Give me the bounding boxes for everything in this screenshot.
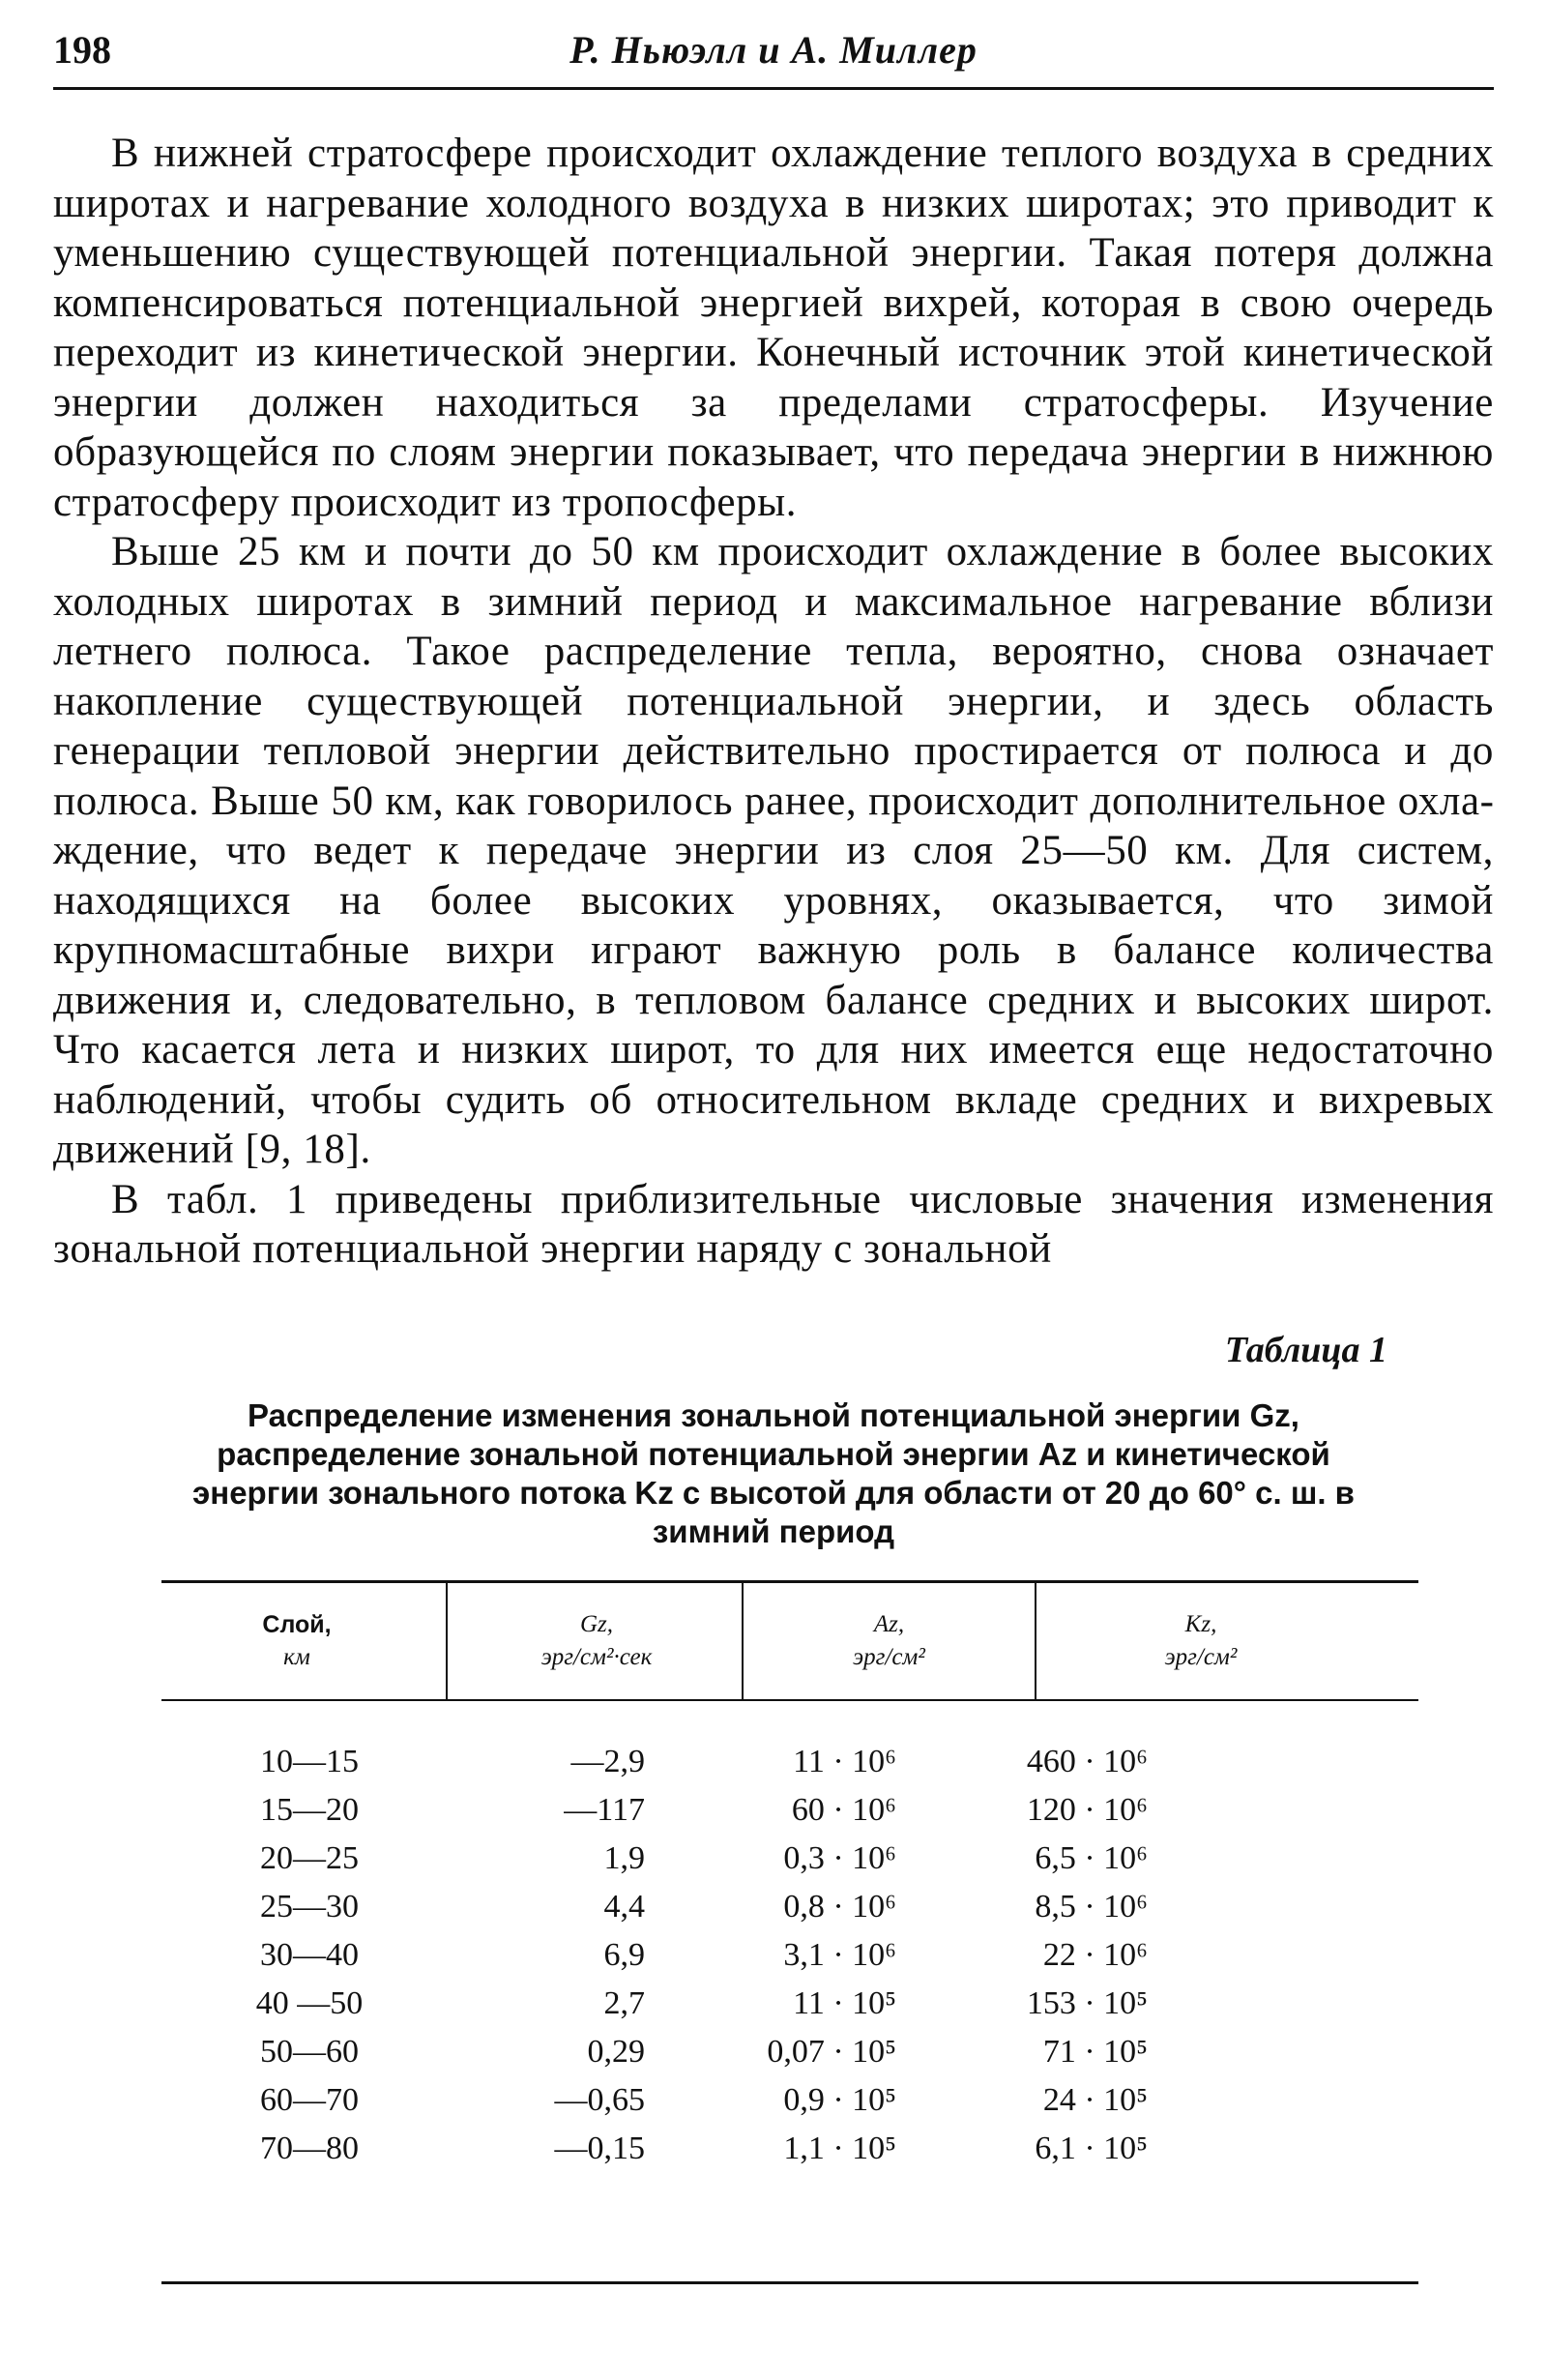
- cell-kz: 8,5 · 10⁶: [1035, 1888, 1148, 1925]
- page-header: [53, 27, 1494, 90]
- cell-layer: 60—70: [260, 2081, 359, 2118]
- cell-layer: 20—25: [260, 1839, 359, 1876]
- table-body: [161, 1738, 1418, 2173]
- table-row: [161, 2076, 1418, 2125]
- cell-kz: 120 · 10⁶: [1026, 1791, 1148, 1828]
- data-table: [161, 1580, 1418, 2284]
- column-header-kz: Kz, эрг/см²: [1164, 1610, 1238, 1670]
- cell-gz: 1,9: [603, 1839, 645, 1876]
- cell-az: 0,8 · 10⁶: [783, 1888, 896, 1925]
- book-page: [53, 27, 1494, 2284]
- cell-gz: 4,4: [603, 1888, 645, 1925]
- column-header-layer: Слой, км: [262, 1610, 332, 1670]
- body-text: [53, 129, 1494, 1275]
- table-row: [161, 1835, 1418, 1883]
- cell-gz: —117: [564, 1791, 645, 1828]
- table-row: [161, 1980, 1418, 2028]
- table-row: [161, 1786, 1418, 1835]
- column-divider: [446, 1583, 448, 1699]
- cell-az: 11 · 10⁵: [793, 1984, 896, 2021]
- cell-az: 3,1 · 10⁶: [783, 1936, 896, 1973]
- cell-kz: 24 · 10⁵: [1042, 2081, 1148, 2118]
- column-divider: [742, 1583, 744, 1699]
- cell-gz: 2,7: [603, 1984, 645, 2021]
- cell-az: 0,07 · 10⁵: [767, 2033, 896, 2070]
- table-row: [161, 2125, 1418, 2173]
- cell-gz: 0,29: [587, 2033, 645, 2070]
- cell-kz: 460 · 10⁶: [1026, 1743, 1148, 1779]
- cell-layer: 70—80: [260, 2130, 359, 2166]
- table-row: [161, 2028, 1418, 2076]
- column-divider: [1035, 1583, 1036, 1699]
- paragraph-3: В табл. 1 приведены приблизительные числовые значения изменения зональной потенциальной энергии наряду с зональной: [53, 1176, 1494, 1272]
- cell-az: 11 · 10⁶: [793, 1743, 896, 1779]
- cell-layer: 10—15: [260, 1743, 359, 1779]
- cell-kz: 153 · 10⁵: [1026, 1984, 1148, 2021]
- table-caption: Распределение изменения зональной потенциальной энергии Gz, распределение зональной потенциальной энергии Az и кинетической энергии зонального потока Kz с высотой для области от 20 до 60° с. ш. в зимний период: [192, 1396, 1355, 1549]
- column-header-az: Az, эрг/см²: [853, 1610, 925, 1670]
- table-row: [161, 1738, 1418, 1786]
- table-label: Таблица 1: [1224, 1329, 1387, 1370]
- cell-az: 60 · 10⁶: [791, 1791, 896, 1828]
- paragraph-2: Выше 25 км и почти до 50 км происходит охлаждение в более высоких холодных широтах в зимний период и максимальное нагревание вблизи летнего полюса. Такое распределение тепла, вероятно, снова означает накопление существующей потенциальной энергии, и здесь область генерации тепловой энергии действительно простирается от полюса и до полюса. Выше 50 км, как говорилось ранее, происходит дополнительное охлаждение, что ведет к передаче энергии из слоя 25—50 км. Для систем, находящихся на более высоких уровнях, оказывается, что зимой крупномасштабные вихри играют важную роль в балансе количества движения и, следовательно, в тепловом балансе средних и высоких широт. Что касается лета и низких широт, то для них имеется еще недостаточно наблюдений, чтобы судить об относительном вкладе средних и вихревых движений [9, 18].: [53, 529, 1494, 1172]
- table-row: [161, 1883, 1418, 1931]
- cell-layer: 25—30: [260, 1888, 359, 1925]
- cell-layer: 30—40: [260, 1936, 359, 1973]
- running-head: Р. Ньюэлл и А. Миллер: [569, 28, 978, 72]
- page-number: 198: [53, 28, 111, 72]
- paragraph-1: В нижней стратосфере происходит охлаждение теплого воздуха в средних широтах и нагревание холодного воздуха в низких широтах; это приводит к уменьшению существующей потенциальной энергии. Такая потеря должна компенсироваться потенциальной энергией вихрей, которая в свою очередь переходит из кинетической энергии. Конечный источник этой кинетической энергии должен находиться за пределами стратосферы. Изучение образующейся по слоям энергии показывает, что передача энергии в нижнюю стратосферу происходит из тропосферы.: [53, 131, 1494, 525]
- cell-layer: 50—60: [260, 2033, 359, 2070]
- cell-az: 0,9 · 10⁵: [783, 2081, 896, 2118]
- cell-layer: 40 —50: [255, 1984, 364, 2021]
- cell-kz: 6,1 · 10⁵: [1035, 2130, 1148, 2166]
- cell-gz: —0,15: [554, 2130, 645, 2166]
- table-header: [161, 1583, 1418, 1701]
- cell-layer: 15—20: [260, 1791, 359, 1828]
- cell-kz: 71 · 10⁵: [1042, 2033, 1148, 2070]
- cell-gz: —2,9: [570, 1743, 645, 1779]
- cell-az: 0,3 · 10⁶: [783, 1839, 896, 1876]
- cell-kz: 6,5 · 10⁶: [1035, 1839, 1148, 1876]
- table-row: [161, 1931, 1418, 1980]
- column-header-gz: Gz, эрг/см²·сек: [540, 1610, 653, 1670]
- cell-az: 1,1 · 10⁵: [783, 2130, 896, 2166]
- cell-kz: 22 · 10⁶: [1042, 1936, 1148, 1973]
- cell-gz: —0,65: [554, 2081, 645, 2118]
- cell-gz: 6,9: [603, 1936, 645, 1973]
